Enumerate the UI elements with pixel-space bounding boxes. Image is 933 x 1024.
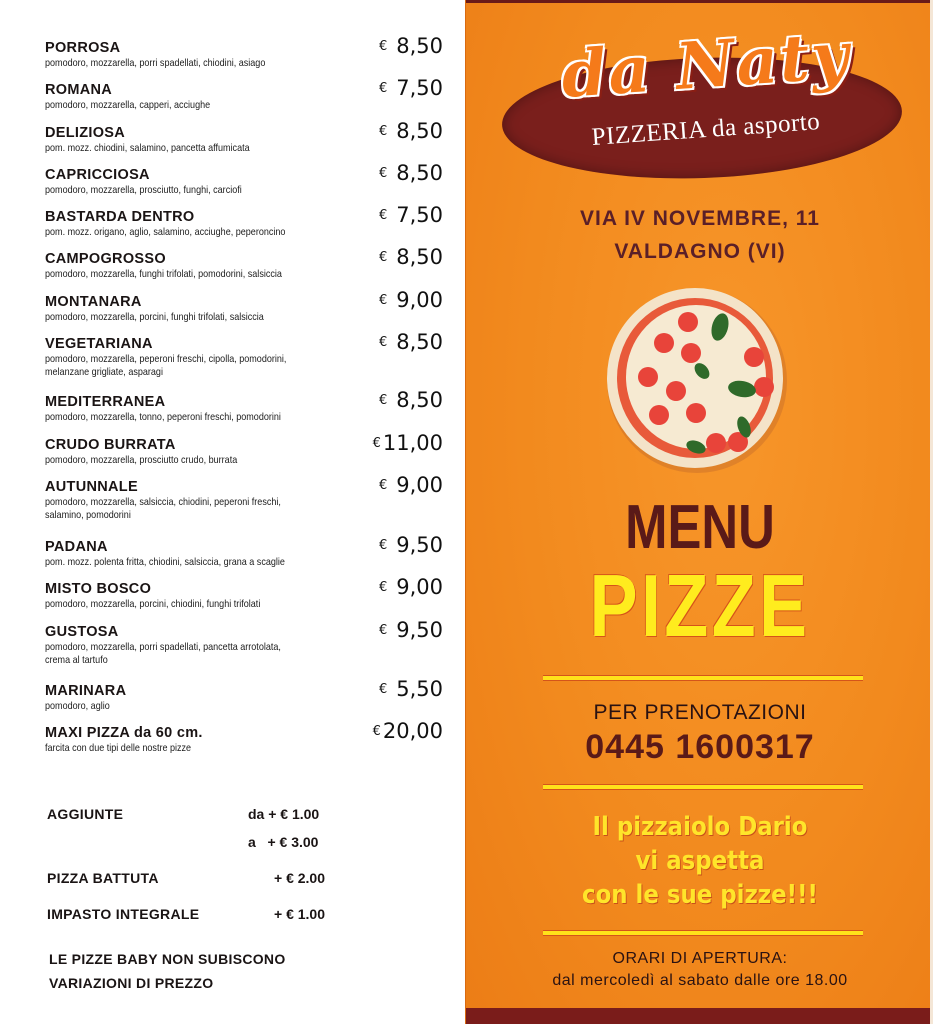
- pizza-name: PADANA: [45, 539, 108, 555]
- address-city: VALDAGNO (VI): [614, 240, 786, 263]
- euro-symbol: €: [378, 478, 388, 493]
- menu-item: [45, 533, 443, 569]
- extra-battuta-price: + € 2.00: [274, 870, 325, 886]
- pizza-price: [379, 473, 443, 497]
- price-value: 7,50: [396, 76, 443, 100]
- euro-symbol: €: [378, 81, 388, 96]
- ingredients-line: pomodoro, mozzarella, peperoni freschi, cipolla, pomodorini,: [45, 353, 287, 365]
- ingredients-line: pomodoro, mozzarella, tonno, peperoni freschi, pomodorini: [45, 411, 281, 423]
- title-menu: MENU: [625, 493, 775, 562]
- pizza-name: CAPRICCIOSA: [45, 167, 150, 183]
- ingredients-line: melanzane grigliate, asparagi: [45, 365, 163, 378]
- baby-pizza-note: [49, 947, 286, 995]
- price-value: 8,50: [396, 34, 443, 58]
- menu-item: [45, 245, 443, 281]
- menu-item: [45, 431, 443, 467]
- pizza-ingredients: [45, 454, 320, 467]
- price-value: 9,00: [396, 473, 443, 497]
- euro-symbol: €: [378, 335, 388, 350]
- pizza-ingredients: [45, 496, 320, 521]
- price-value: 8,50: [396, 119, 443, 143]
- logo-subtitle: PIZZERIA da asporto: [590, 108, 822, 151]
- menu-item: [45, 473, 443, 521]
- pizza-price: [373, 719, 443, 743]
- logo-script: da Naty: [559, 18, 853, 113]
- hours-title: ORARI DI APERTURA:: [612, 950, 788, 967]
- ingredients-line: farcita con due tipi delle nostre pizze: [45, 742, 192, 754]
- pizza-ingredients: [45, 184, 320, 197]
- price-value: 9,50: [396, 618, 443, 642]
- price-value: 5,50: [396, 677, 443, 701]
- pizza-price: [379, 34, 443, 58]
- pizza-price: [379, 388, 443, 412]
- menu-item: [45, 203, 443, 239]
- menu-item: [45, 677, 443, 713]
- menu-list-panel: [0, 0, 465, 1024]
- pizza-price: [379, 203, 443, 227]
- pizza-name: AUTUNNALE: [45, 479, 138, 495]
- address-street: VIA IV NOVEMBRE, 11: [580, 207, 820, 230]
- ingredients-line: pomodoro, mozzarella, porri spadellati, pancetta arrotolata,: [45, 641, 281, 653]
- pizza-name: MARINARA: [45, 683, 127, 699]
- menu-item: [45, 719, 443, 755]
- bottom-strip: [466, 1008, 933, 1024]
- price-value: 9,00: [396, 575, 443, 599]
- menu-item: [45, 575, 443, 611]
- pizza-ingredients: [45, 598, 320, 611]
- price-value: 8,50: [396, 245, 443, 269]
- ingredients-line: pom. mozz. polenta fritta, chiodini, salsiccia, grana a scaglie: [45, 556, 285, 568]
- hours-text: dal mercoledì al sabato dalle ore 18.00: [552, 972, 848, 989]
- ingredients-line: pomodoro, mozzarella, porri spadellati, chiodini, asiago: [45, 57, 266, 69]
- phone-number[interactable]: 0445 1600317: [585, 728, 815, 766]
- euro-symbol: €: [372, 436, 381, 451]
- booking-label: PER PRENOTAZIONI: [593, 701, 807, 724]
- pizza-price: [379, 330, 443, 354]
- pizza-ingredients: [45, 353, 320, 378]
- note-line: LE PIZZE BABY NON SUBISCONO: [49, 951, 286, 967]
- ingredients-line: pomodoro, mozzarella, salsiccia, chiodini, peperoni freschi,: [45, 496, 281, 508]
- top-strip: [466, 0, 933, 3]
- note-line: VARIAZIONI DI PREZZO: [49, 975, 214, 991]
- pizza-name: MEDITERRANEA: [45, 394, 166, 410]
- divider-line: [543, 676, 863, 680]
- pizza-ingredients: [45, 57, 320, 70]
- pizza-price: [379, 245, 443, 269]
- pizza-ingredients: [45, 311, 320, 324]
- ingredients-line: pomodoro, aglio: [45, 700, 110, 712]
- pizza-price: [379, 575, 443, 599]
- ingredients-line: salamino, pomodorini: [45, 508, 131, 521]
- pizza-name: PORROSA: [45, 40, 121, 56]
- menu-item: [45, 119, 443, 155]
- extra-aggiunte-to: a + € 3.00: [248, 834, 319, 850]
- extra-integrale-price: + € 1.00: [274, 906, 325, 922]
- pizza-ingredients: [45, 556, 320, 569]
- price-value: 11,00: [382, 431, 443, 455]
- price-value: 8,50: [396, 161, 443, 185]
- menu-item: [45, 161, 443, 197]
- pizza-name: ROMANA: [45, 82, 113, 98]
- euro-symbol: €: [378, 580, 388, 595]
- title-pizze: PIZZE: [589, 556, 811, 655]
- ingredients-line: pomodoro, mozzarella, capperi, acciughe: [45, 99, 211, 111]
- euro-symbol: €: [372, 724, 381, 739]
- pizza-price: [379, 119, 443, 143]
- ingredients-line: pom. mozz. origano, aglio, salamino, acciughe, peperoncino: [45, 226, 286, 238]
- pizza-price: [379, 677, 443, 701]
- price-value: 20,00: [382, 719, 443, 743]
- ingredients-line: pomodoro, mozzarella, prosciutto, funghi, carciofi: [45, 184, 242, 196]
- pizza-name: CAMPOGROSSO: [45, 251, 166, 267]
- euro-symbol: €: [378, 250, 388, 265]
- menu-item: [45, 288, 443, 324]
- menu-item: [45, 76, 443, 112]
- euro-symbol: €: [378, 166, 388, 181]
- menu-item: [45, 330, 443, 378]
- brand-panel: [465, 0, 933, 1024]
- ingredients-line: crema al tartufo: [45, 653, 108, 666]
- extra-aggiunte-label: AGGIUNTE: [47, 806, 124, 822]
- price-value: 7,50: [396, 203, 443, 227]
- pizza-name: BASTARDA DENTRO: [45, 209, 195, 225]
- pizza-ingredients: [45, 742, 320, 755]
- menu-item: [45, 618, 443, 666]
- pizza-ingredients: [45, 99, 320, 112]
- menu-item: [45, 34, 443, 70]
- pizza-ingredients: [45, 700, 320, 713]
- euro-symbol: €: [378, 124, 388, 139]
- pizza-price: [373, 431, 443, 455]
- euro-symbol: €: [378, 538, 388, 553]
- pizza-ingredients: [45, 411, 320, 424]
- ingredients-line: pomodoro, mozzarella, prosciutto crudo, burrata: [45, 454, 238, 466]
- pizza-price: [379, 76, 443, 100]
- pizza-ingredients: [45, 226, 320, 239]
- pizza-name: MISTO BOSCO: [45, 581, 152, 597]
- pizza-ingredients: [45, 268, 320, 281]
- pizza-ingredients: [45, 142, 320, 155]
- extra-aggiunte-from: da + € 1.00: [248, 806, 320, 822]
- menu-item: [45, 388, 443, 424]
- euro-symbol: €: [378, 293, 388, 308]
- price-value: 8,50: [396, 330, 443, 354]
- ingredients-line: pomodoro, mozzarella, porcini, funghi trifolati, salsiccia: [45, 311, 264, 323]
- price-value: 9,00: [396, 288, 443, 312]
- euro-symbol: €: [378, 208, 388, 223]
- pizza-name: MAXI PIZZA da 60 cm.: [45, 725, 203, 741]
- slogan-line: vi aspetta: [635, 846, 765, 876]
- slogan: [494, 810, 906, 912]
- pizza-name: MONTANARA: [45, 294, 142, 310]
- ingredients-line: pom. mozz. chiodini, salamino, pancetta affumicata: [45, 142, 250, 154]
- euro-symbol: €: [378, 682, 388, 697]
- pizza-price: [379, 533, 443, 557]
- euro-symbol: €: [378, 623, 388, 638]
- pizza-name: GUSTOSA: [45, 624, 119, 640]
- euro-symbol: €: [378, 393, 388, 408]
- pizza-price: [379, 618, 443, 642]
- ingredients-line: pomodoro, mozzarella, porcini, chiodini, funghi trifolati: [45, 598, 261, 610]
- euro-symbol: €: [378, 39, 388, 54]
- slogan-line: Il pizzaiolo Dario: [592, 812, 808, 842]
- pizza-name: DELIZIOSA: [45, 125, 126, 141]
- pizza-price: [379, 288, 443, 312]
- ingredients-line: pomodoro, mozzarella, funghi trifolati, pomodorini, salsiccia: [45, 268, 282, 280]
- pizza-name: CRUDO BURRATA: [45, 437, 176, 453]
- pizza-image: [604, 285, 790, 475]
- divider-line: [543, 931, 863, 935]
- price-value: 8,50: [396, 388, 443, 412]
- divider-line: [543, 785, 863, 789]
- extra-integrale-label: IMPASTO INTEGRALE: [47, 906, 200, 922]
- pizza-name: VEGETARIANA: [45, 336, 153, 352]
- extra-battuta-label: PIZZA BATTUTA: [47, 870, 159, 886]
- slogan-line: con le sue pizze!!!: [582, 880, 818, 910]
- price-value: 9,50: [396, 533, 443, 557]
- pizza-price: [379, 161, 443, 185]
- pizza-ingredients: [45, 641, 320, 666]
